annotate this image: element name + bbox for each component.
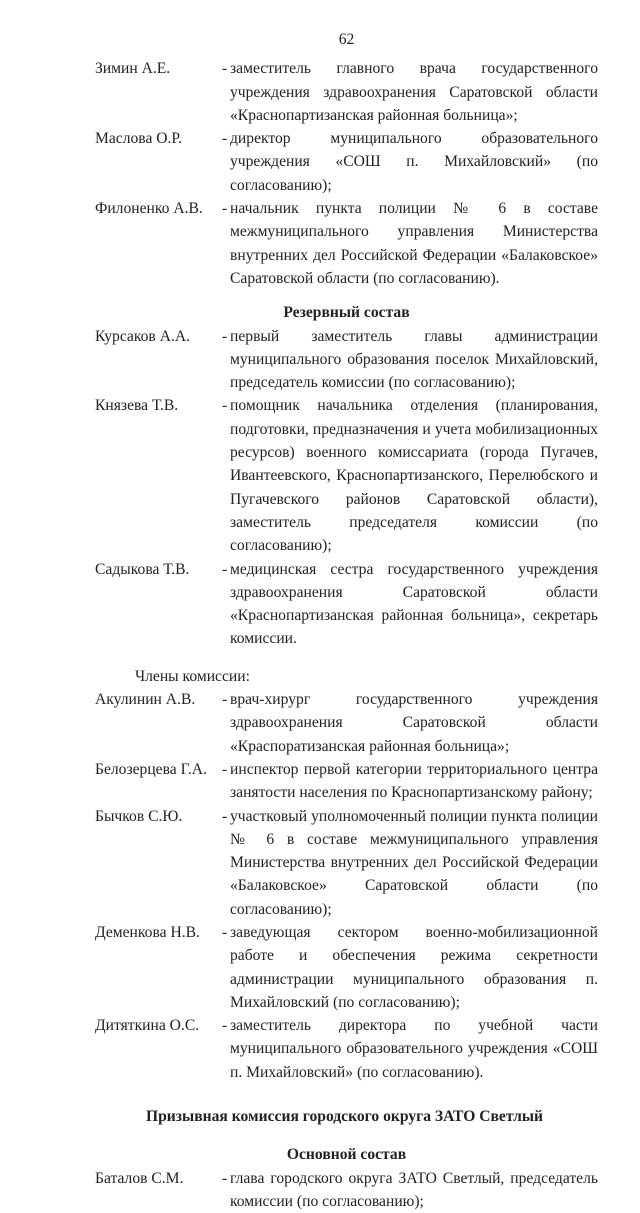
members-list-committee	[95, 688, 598, 1084]
dash: -	[222, 327, 228, 345]
dash: -	[222, 200, 228, 218]
member-row	[95, 1014, 598, 1084]
member-position	[222, 558, 598, 651]
member-position	[222, 127, 598, 197]
member-position	[222, 325, 598, 395]
member-row	[95, 805, 598, 921]
section-heading-reserve: Резервный состав	[283, 304, 410, 322]
member-position	[222, 688, 598, 758]
dash: -	[222, 60, 228, 78]
member-name: Курсаков А.А.	[95, 327, 191, 345]
member-position	[222, 57, 598, 127]
position-text: медицинская сестра государственного учреждения здравоохранения Саратовской области «Краснопартизанская районная больница», секретарь комиссии.	[230, 560, 598, 648]
members-label: Члены комиссии:	[135, 667, 250, 685]
member-row	[95, 1167, 598, 1213]
dash: -	[222, 691, 228, 709]
position-text: первый заместитель главы администрации муниципального образования поселок Михайловский, председатель комиссии (по согласованию);	[230, 327, 598, 392]
document-page	[95, 28, 598, 1213]
member-row	[95, 921, 598, 1014]
dash: -	[222, 397, 228, 415]
member-row	[95, 197, 598, 290]
member-position	[222, 394, 598, 557]
dash: -	[222, 130, 228, 148]
dash: -	[222, 560, 228, 578]
dash: -	[222, 760, 228, 778]
member-row	[95, 127, 598, 197]
page-number: 62	[338, 31, 355, 48]
member-name: Садыкова Т.В.	[95, 560, 190, 578]
member-row	[95, 558, 598, 651]
position-text: инспектор первой категории территориального центра занятости населения по Краснопартизанскому району;	[230, 760, 598, 802]
section-heading-commission: Призывная комиссия городского округа ЗАТО Светлый	[145, 1108, 544, 1126]
member-name: Князева Т.В.	[95, 397, 179, 415]
position-text: глава городского округа ЗАТО Светлый, председатель комиссии (по согласованию);	[230, 1169, 598, 1210]
member-position	[222, 805, 598, 921]
member-name: Акулинин А.В.	[95, 691, 196, 709]
member-position	[222, 197, 598, 290]
member-name: Маслова О.Р.	[95, 130, 183, 148]
position-text: заведующая сектором военно-мобилизационной работе и обеспечения режима секретности администрации муниципального образования п. Михайловский (по согласованию);	[230, 923, 598, 1011]
member-position	[222, 1014, 598, 1084]
section-heading-main: Основной состав	[286, 1146, 407, 1164]
position-text: заместитель главного врача государственного учреждения здравоохранения Саратовской области «Краснопартизанская районная больница»;	[230, 60, 598, 124]
member-position	[222, 758, 598, 805]
dash: -	[222, 923, 228, 941]
member-row	[95, 325, 598, 395]
dash: -	[222, 807, 228, 825]
member-name: Бычков С.Ю.	[95, 807, 183, 825]
dash: -	[222, 1017, 228, 1035]
position-text: начальник пункта полиции № 6 в составе межмуниципального управления Министерства внутренних дел Российской Федерации «Балаковское» Саратовской области (по согласованию).	[230, 200, 598, 287]
members-list-main	[95, 57, 598, 290]
members-list-reserve	[95, 325, 598, 651]
member-row	[95, 758, 598, 805]
member-position	[222, 1167, 598, 1213]
member-name: Дитяткина О.С.	[95, 1017, 200, 1035]
position-text: помощник начальника отделения (планирования, подготовки, предназначения и учета мобилизационных ресурсов) военного комиссариата (города Пугачев, Ивантеевского, Краснопартизанского, Перелюбского и Пугачевского районов Саратовской области), заместитель председателя комиссии (по согласованию);	[230, 397, 598, 555]
position-text: участковый уполномоченный полиции пункта полиции № 6 в составе межмуниципального управления Министерства внутренних дел Российской Федерации «Балаковское» Саратовской области (по согласованию);	[230, 807, 598, 918]
position-text: врач-хирург государственного учреждения здравоохранения Саратовской области «Краспоратизанская районная больница»;	[230, 691, 598, 755]
member-name: Филоненко А.В.	[95, 200, 203, 218]
member-name: Зимин А.Е.	[95, 60, 171, 78]
member-row	[95, 57, 598, 127]
position-text: заместитель директора по учебной части муниципального образовательного учреждения «СОШ п. Михайловский» (по согласованию).	[230, 1017, 598, 1081]
member-position	[222, 921, 598, 1014]
member-name: Белозерцева Г.А.	[95, 760, 207, 778]
member-name: Деменкова Н.В.	[95, 923, 200, 941]
position-text: директор муниципального образовательного учреждения «СОШ п. Михайловский» (по согласованию);	[230, 130, 598, 194]
member-row	[95, 688, 598, 758]
dash: -	[222, 1169, 228, 1187]
member-row	[95, 394, 598, 557]
members-list-svetly	[95, 1167, 598, 1213]
member-name: Баталов С.М.	[95, 1169, 184, 1187]
